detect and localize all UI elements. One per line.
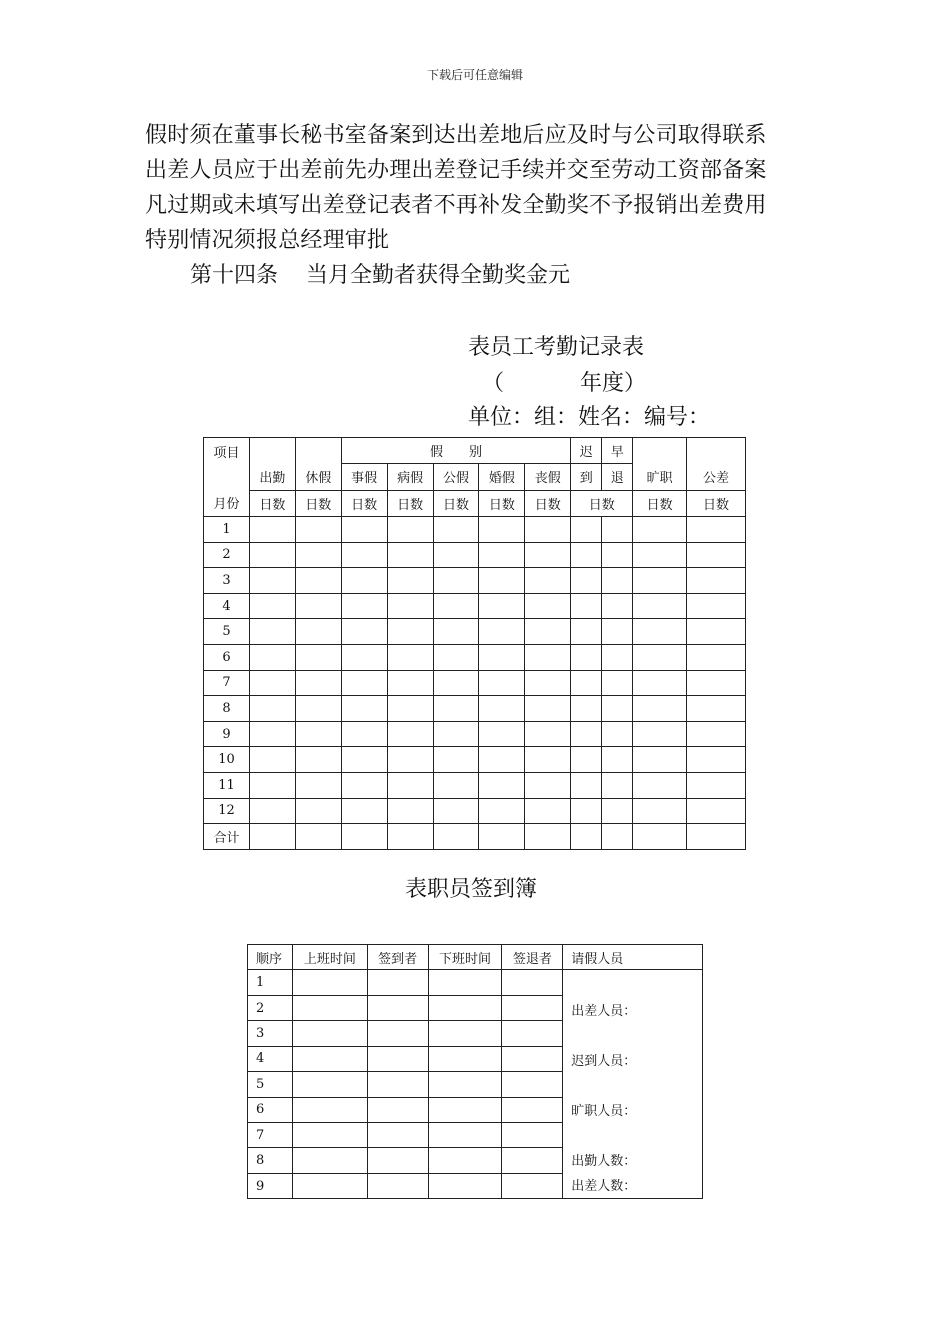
entry-cell[interactable]: [295, 747, 341, 773]
entry-cell[interactable]: [249, 696, 295, 722]
entry-cell[interactable]: [571, 619, 602, 645]
entry-cell[interactable]: [602, 619, 633, 645]
row-number: 8: [248, 1148, 293, 1173]
leave-info-cell: [563, 970, 703, 1199]
entry-cell[interactable]: [687, 747, 746, 773]
entry-cell[interactable]: [428, 1123, 502, 1148]
entry-cell[interactable]: [428, 970, 502, 995]
month-label: 1: [204, 517, 250, 543]
entry-cell[interactable]: [525, 644, 571, 670]
entry-cell[interactable]: [687, 721, 746, 747]
table-row: [204, 619, 746, 645]
entry-cell[interactable]: [602, 721, 633, 747]
entry-cell[interactable]: [633, 772, 687, 798]
entry-cell[interactable]: [633, 670, 687, 696]
entry-cell[interactable]: [633, 824, 687, 850]
table-row: [204, 568, 746, 594]
entry-cell[interactable]: [602, 517, 633, 543]
entry-cell[interactable]: [387, 670, 433, 696]
entry-cell[interactable]: [295, 644, 341, 670]
late-top: 迟: [571, 438, 602, 464]
entry-cell[interactable]: [571, 542, 602, 568]
entry-cell[interactable]: [292, 970, 367, 995]
entry-cell[interactable]: [292, 995, 367, 1020]
entry-cell[interactable]: [387, 721, 433, 747]
col-attend: 出勤: [249, 438, 295, 491]
header-end-time: 下班时间: [428, 945, 502, 970]
entry-cell[interactable]: [295, 517, 341, 543]
entry-cell[interactable]: [387, 824, 433, 850]
month-label: 12: [204, 798, 250, 824]
entry-cell[interactable]: [502, 970, 563, 995]
entry-cell[interactable]: [525, 568, 571, 594]
entry-cell[interactable]: [602, 593, 633, 619]
entry-cell[interactable]: [502, 1072, 563, 1097]
entry-cell[interactable]: [502, 1173, 563, 1199]
entry-cell[interactable]: [367, 1021, 428, 1046]
entry-cell[interactable]: [602, 824, 633, 850]
entry-cell[interactable]: [295, 696, 341, 722]
row-number: 3: [248, 1021, 293, 1046]
entry-cell[interactable]: [341, 696, 387, 722]
entry-cell[interactable]: [249, 619, 295, 645]
attendance-body: [204, 517, 746, 850]
clause-14: [190, 258, 570, 289]
row-number: 7: [248, 1123, 293, 1148]
entry-cell[interactable]: [602, 747, 633, 773]
month-label: 11: [204, 772, 250, 798]
entry-cell[interactable]: [687, 568, 746, 594]
entry-cell[interactable]: [571, 644, 602, 670]
table-row: [204, 644, 746, 670]
entry-cell[interactable]: [433, 824, 479, 850]
row-number: 4: [248, 1046, 293, 1071]
table-row: [204, 670, 746, 696]
entry-cell[interactable]: [295, 593, 341, 619]
entry-cell[interactable]: [292, 1148, 367, 1173]
entry-cell[interactable]: [249, 798, 295, 824]
entry-cell[interactable]: [341, 542, 387, 568]
entry-cell[interactable]: [433, 517, 479, 543]
entry-cell[interactable]: [367, 1097, 428, 1122]
entry-cell[interactable]: [433, 568, 479, 594]
entry-cell[interactable]: [571, 747, 602, 773]
signin-table-title: 表职员签到簿: [405, 877, 538, 902]
entry-cell[interactable]: [387, 798, 433, 824]
paragraph-line: 假时须在董事长秘书室备案到达出差地后应及时与公司取得联系: [145, 123, 767, 148]
entry-cell[interactable]: [571, 798, 602, 824]
early-bottom: 退: [602, 464, 633, 490]
entry-cell[interactable]: [433, 670, 479, 696]
table-row: [204, 721, 746, 747]
entry-cell[interactable]: [433, 747, 479, 773]
clause-text: 当月全勤者获得全勤奖金元: [306, 263, 571, 288]
entry-cell[interactable]: [341, 670, 387, 696]
entry-cell[interactable]: [249, 670, 295, 696]
entry-cell[interactable]: [295, 798, 341, 824]
entry-cell[interactable]: [387, 644, 433, 670]
entry-cell[interactable]: [687, 644, 746, 670]
entry-cell[interactable]: [571, 721, 602, 747]
entry-cell[interactable]: [292, 1046, 367, 1071]
col-rest: 休假: [295, 438, 341, 491]
entry-cell[interactable]: [341, 772, 387, 798]
entry-cell[interactable]: [687, 619, 746, 645]
regulation-paragraph: [145, 118, 825, 258]
entry-cell[interactable]: [428, 1173, 502, 1199]
entry-cell[interactable]: [571, 772, 602, 798]
header-signer: 签到者: [367, 945, 428, 970]
entry-cell[interactable]: [387, 593, 433, 619]
entry-cell[interactable]: [525, 619, 571, 645]
entry-cell[interactable]: [479, 721, 525, 747]
header-signout: 签退者: [502, 945, 563, 970]
entry-cell[interactable]: [687, 670, 746, 696]
entry-cell[interactable]: [687, 824, 746, 850]
entry-cell[interactable]: [341, 593, 387, 619]
entry-cell[interactable]: [292, 1173, 367, 1199]
entry-cell[interactable]: [602, 670, 633, 696]
unit-cell: 日数: [571, 490, 633, 516]
entry-cell[interactable]: [479, 670, 525, 696]
entry-cell[interactable]: [292, 1097, 367, 1122]
entry-cell[interactable]: [295, 721, 341, 747]
entry-cell[interactable]: [433, 696, 479, 722]
entry-cell[interactable]: [341, 568, 387, 594]
entry-cell[interactable]: [571, 696, 602, 722]
leave-type: 公假: [433, 464, 479, 490]
paragraph-line: 凡过期或未填写出差登记表者不再补发全勤奖不予报销出差费用: [145, 193, 767, 218]
entry-cell[interactable]: [525, 696, 571, 722]
entry-cell[interactable]: [292, 1072, 367, 1097]
col-absent: 旷职: [633, 438, 687, 491]
entry-cell[interactable]: [687, 593, 746, 619]
table-row: [204, 824, 746, 850]
entry-cell[interactable]: [571, 670, 602, 696]
entry-cell[interactable]: [367, 1173, 428, 1199]
entry-cell[interactable]: [633, 644, 687, 670]
entry-cell[interactable]: [633, 542, 687, 568]
entry-cell[interactable]: [249, 747, 295, 773]
entry-cell[interactable]: [433, 644, 479, 670]
entry-cell[interactable]: [295, 542, 341, 568]
signin-table: [247, 944, 703, 1199]
entry-cell[interactable]: [602, 568, 633, 594]
leave-business-label: 出差人员：: [571, 1004, 637, 1020]
entry-cell[interactable]: [633, 721, 687, 747]
table-row: [204, 542, 746, 568]
early-top: 早: [602, 438, 633, 464]
entry-cell[interactable]: [295, 670, 341, 696]
header-order: 顺序: [248, 945, 293, 970]
unit-row: [204, 490, 746, 516]
attendance-table-title: 表员工考勤记录表: [468, 335, 645, 360]
entry-cell[interactable]: [428, 1046, 502, 1071]
late-bottom: 到: [571, 464, 602, 490]
unit-cell: 日数: [479, 490, 525, 516]
entry-cell[interactable]: [479, 542, 525, 568]
entry-cell[interactable]: [525, 721, 571, 747]
clause-label: 第十四条: [190, 263, 279, 288]
entry-cell[interactable]: [525, 824, 571, 850]
entry-cell[interactable]: [433, 619, 479, 645]
month-label: 5: [204, 619, 250, 645]
entry-cell[interactable]: [479, 593, 525, 619]
month-label: 2: [204, 542, 250, 568]
entry-cell[interactable]: [571, 593, 602, 619]
leave-type: 事假: [341, 464, 387, 490]
entry-cell[interactable]: [602, 772, 633, 798]
entry-cell[interactable]: [479, 644, 525, 670]
entry-cell[interactable]: [387, 696, 433, 722]
row-number: 9: [248, 1173, 293, 1199]
month-label: 4: [204, 593, 250, 619]
entry-cell[interactable]: [292, 1021, 367, 1046]
entry-cell[interactable]: [249, 721, 295, 747]
month-label: 3: [204, 568, 250, 594]
entry-cell[interactable]: [525, 772, 571, 798]
month-label: 合计: [204, 824, 250, 850]
entry-cell[interactable]: [387, 568, 433, 594]
entry-cell[interactable]: [292, 1123, 367, 1148]
entry-cell[interactable]: [295, 824, 341, 850]
unit-cell: 日数: [295, 490, 341, 516]
month-label: 9: [204, 721, 250, 747]
signin-body: [248, 970, 703, 1199]
row-number: 1: [248, 970, 293, 995]
entry-cell[interactable]: [687, 517, 746, 543]
entry-cell[interactable]: [502, 1021, 563, 1046]
corner-bottom-label: 月份: [213, 497, 240, 512]
entry-cell[interactable]: [687, 798, 746, 824]
entry-cell[interactable]: [633, 568, 687, 594]
unit-cell: 日数: [525, 490, 571, 516]
entry-cell[interactable]: [479, 747, 525, 773]
entry-cell[interactable]: [633, 696, 687, 722]
entry-cell[interactable]: [571, 568, 602, 594]
row-number: 6: [248, 1097, 293, 1122]
attendance-year-line: [482, 366, 646, 397]
entry-cell[interactable]: [387, 619, 433, 645]
table-row: [248, 970, 703, 995]
month-label: 7: [204, 670, 250, 696]
entry-cell[interactable]: [502, 1123, 563, 1148]
entry-cell[interactable]: [295, 772, 341, 798]
entry-cell[interactable]: [387, 747, 433, 773]
entry-cell[interactable]: [341, 721, 387, 747]
attendance-unit-line: 单位：组：姓名：编号：: [468, 405, 711, 430]
entry-cell[interactable]: [433, 772, 479, 798]
entry-cell[interactable]: [602, 798, 633, 824]
entry-cell[interactable]: [602, 542, 633, 568]
month-label: 6: [204, 644, 250, 670]
entry-cell[interactable]: [341, 798, 387, 824]
year-label: 年度）: [580, 371, 647, 396]
entry-cell[interactable]: [367, 1123, 428, 1148]
entry-cell[interactable]: [249, 824, 295, 850]
entry-cell[interactable]: [525, 517, 571, 543]
entry-cell[interactable]: [571, 517, 602, 543]
entry-cell[interactable]: [502, 995, 563, 1020]
unit-cell: 日数: [433, 490, 479, 516]
entry-cell[interactable]: [479, 696, 525, 722]
corner-header: [204, 438, 250, 517]
entry-cell[interactable]: [428, 1148, 502, 1173]
entry-cell[interactable]: [479, 517, 525, 543]
entry-cell[interactable]: [428, 1072, 502, 1097]
entry-cell[interactable]: [479, 772, 525, 798]
col-business: 公差: [687, 438, 746, 491]
entry-cell[interactable]: [633, 747, 687, 773]
entry-cell[interactable]: [367, 1072, 428, 1097]
entry-cell[interactable]: [249, 772, 295, 798]
year-open-paren: （: [482, 371, 505, 396]
table-row: [204, 772, 746, 798]
entry-cell[interactable]: [525, 593, 571, 619]
entry-cell[interactable]: [433, 721, 479, 747]
table-row: [204, 798, 746, 824]
entry-cell[interactable]: [602, 644, 633, 670]
entry-cell[interactable]: [479, 568, 525, 594]
entry-cell[interactable]: [633, 619, 687, 645]
entry-cell[interactable]: [367, 1148, 428, 1173]
entry-cell[interactable]: [249, 517, 295, 543]
leave-type: 病假: [387, 464, 433, 490]
entry-cell[interactable]: [387, 772, 433, 798]
row-number: 5: [248, 1072, 293, 1097]
entry-cell[interactable]: [525, 670, 571, 696]
entry-cell[interactable]: [525, 542, 571, 568]
unit-cell: 日数: [387, 490, 433, 516]
leave-type: 丧假: [525, 464, 571, 490]
entry-cell[interactable]: [249, 568, 295, 594]
entry-cell[interactable]: [687, 542, 746, 568]
entry-cell[interactable]: [525, 747, 571, 773]
header-note: 下载后可任意编辑: [426, 68, 523, 82]
header-leave: 请假人员: [563, 945, 703, 970]
entry-cell[interactable]: [633, 517, 687, 543]
table-row: [204, 593, 746, 619]
entry-cell[interactable]: [433, 593, 479, 619]
entry-cell[interactable]: [479, 798, 525, 824]
entry-cell[interactable]: [479, 619, 525, 645]
entry-cell[interactable]: [525, 798, 571, 824]
entry-cell[interactable]: [341, 619, 387, 645]
row-number: 2: [248, 995, 293, 1020]
entry-cell[interactable]: [502, 1046, 563, 1071]
unit-cell: 日数: [249, 490, 295, 516]
entry-cell[interactable]: [433, 542, 479, 568]
attend-count-label: 出勤人数：: [571, 1154, 637, 1170]
entry-cell[interactable]: [428, 1021, 502, 1046]
month-label: 8: [204, 696, 250, 722]
entry-cell[interactable]: [295, 619, 341, 645]
leave-late-label: 迟到人员：: [571, 1054, 637, 1070]
entry-cell[interactable]: [428, 995, 502, 1020]
leave-type: 婚假: [479, 464, 525, 490]
entry-cell[interactable]: [387, 542, 433, 568]
unit-cell: 日数: [687, 490, 746, 516]
unit-cell: 日数: [633, 490, 687, 516]
entry-cell[interactable]: [602, 696, 633, 722]
paragraph-line: 特别情况须报总经理审批: [145, 228, 390, 253]
table-row: [204, 747, 746, 773]
entry-cell[interactable]: [571, 824, 602, 850]
entry-cell[interactable]: [367, 995, 428, 1020]
entry-cell[interactable]: [367, 970, 428, 995]
attendance-table: [203, 437, 746, 850]
entry-cell[interactable]: [387, 517, 433, 543]
entry-cell[interactable]: [341, 517, 387, 543]
entry-cell[interactable]: [295, 568, 341, 594]
entry-cell[interactable]: [249, 644, 295, 670]
entry-cell[interactable]: [633, 593, 687, 619]
entry-cell[interactable]: [249, 593, 295, 619]
entry-cell[interactable]: [479, 824, 525, 850]
entry-cell[interactable]: [249, 542, 295, 568]
entry-cell[interactable]: [687, 772, 746, 798]
leave-group-header: 假 别: [341, 438, 571, 464]
signin-header-row: [248, 945, 703, 970]
entry-cell[interactable]: [433, 798, 479, 824]
entry-cell[interactable]: [633, 798, 687, 824]
unit-cell: 日数: [341, 490, 387, 516]
table-row: [204, 517, 746, 543]
header-start-time: 上班时间: [292, 945, 367, 970]
entry-cell[interactable]: [341, 824, 387, 850]
entry-cell[interactable]: [502, 1148, 563, 1173]
table-row: [204, 696, 746, 722]
leave-absent-label: 旷职人员：: [571, 1104, 637, 1120]
entry-cell[interactable]: [341, 644, 387, 670]
entry-cell[interactable]: [687, 696, 746, 722]
corner-top-label: 项目: [213, 446, 240, 461]
business-count-label: 出差人数：: [571, 1179, 637, 1195]
entry-cell[interactable]: [502, 1097, 563, 1122]
paragraph-line: 出差人员应于出差前先办理出差登记手续并交至劳动工资部备案: [145, 158, 767, 183]
entry-cell[interactable]: [341, 747, 387, 773]
entry-cell[interactable]: [428, 1097, 502, 1122]
entry-cell[interactable]: [367, 1046, 428, 1071]
month-label: 10: [204, 747, 250, 773]
